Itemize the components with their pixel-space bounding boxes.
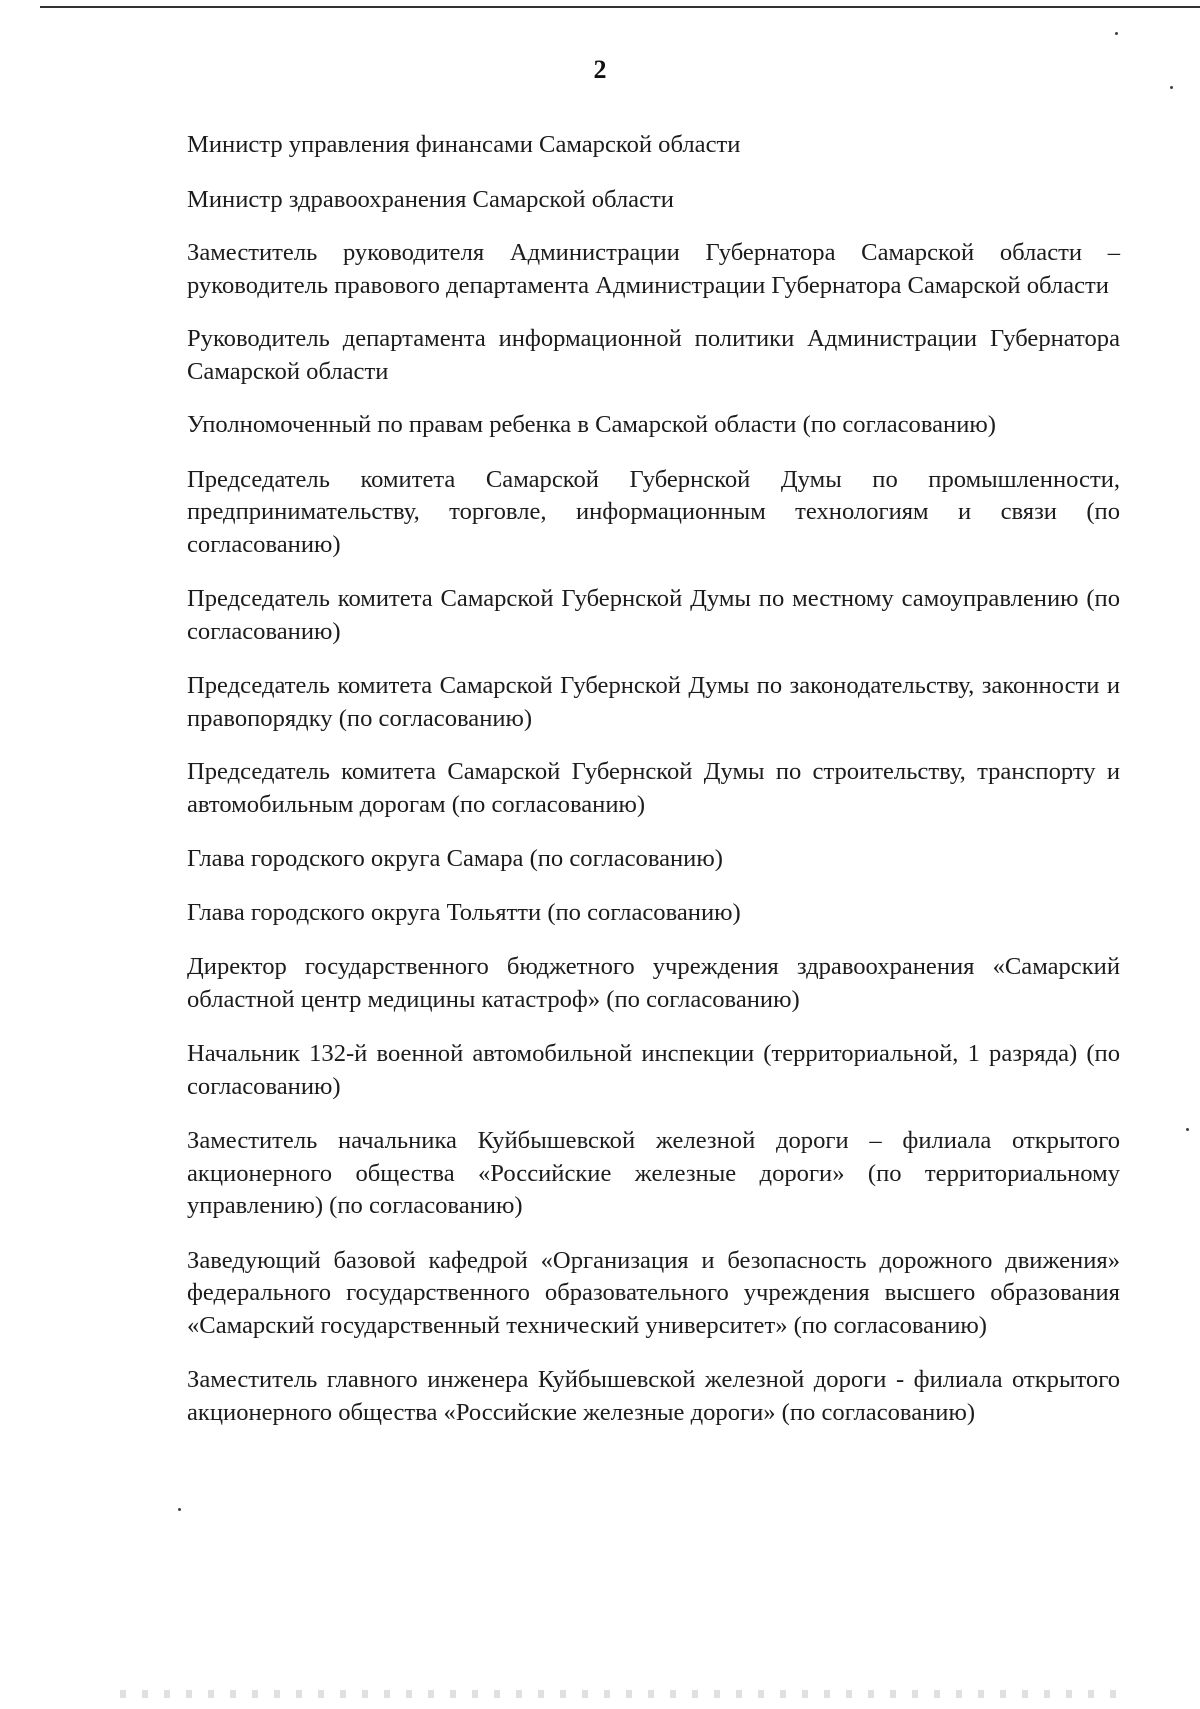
top-edge-rule (40, 6, 1200, 8)
list-item: Председатель комитета Самарской Губернской Думы по строительству, транспорту и автомобильным дорогам (по согласованию) (187, 758, 1120, 818)
list-item: Руководитель департамента информационной политики Администрации Губернатора Самарской области (187, 325, 1120, 385)
list-item: Министр здравоохранения Самарской области (187, 185, 674, 213)
scan-speck (1170, 86, 1173, 89)
list-item: Глава городского округа Тольятти (по согласованию) (187, 898, 741, 926)
list-item: Уполномоченный по правам ребенка в Самарской области (по согласованию) (187, 411, 996, 438)
list-item: Глава городского округа Самара (по согласованию) (187, 845, 723, 872)
member-list (187, 129, 1120, 1429)
list-item: Заместитель руководителя Администрации Губернатора Самарской области – руководитель правового департамента Администрации Губернатора Самарской области (187, 239, 1120, 299)
scan-speck (1115, 32, 1118, 35)
scan-speck (1186, 1128, 1189, 1131)
page-number: 2 (593, 55, 607, 84)
list-item: Директор государственного бюджетного учреждения здравоохранения «Самарский областной центр медицины катастроф» (по согласованию) (187, 953, 1120, 1013)
list-item: Начальник 132-й военной автомобильной инспекции (территориальной, 1 разряда) (по согласованию) (187, 1040, 1120, 1100)
scan-speck (178, 1508, 181, 1511)
list-item: Министр управления финансами Самарской области (187, 131, 741, 158)
list-item: Заместитель начальника Куйбышевской железной дороги – филиала открытого акционерного общества «Российские железные дороги» (по территориальному управлению) (по согласованию) (187, 1127, 1120, 1219)
list-item: Заведующий базовой кафедрой «Организация и безопасность дорожного движения» федерального государственного образовательного учреждения высшего образования «Самарский государственный технический университет» (по согласованию) (187, 1246, 1120, 1339)
list-item: Заместитель главного инженера Куйбышевской железной дороги - филиала открытого акционерного общества «Российские железные дороги» (по согласованию) (187, 1366, 1120, 1426)
list-item: Председатель комитета Самарской Губернской Думы по местному самоуправлению (по согласованию) (187, 585, 1120, 645)
scan-noise (120, 1690, 1120, 1698)
list-item: Председатель комитета Самарской Губернской Думы по законодательству, законности и правопорядку (по согласованию) (187, 672, 1120, 732)
list-item: Председатель комитета Самарской Губернской Думы по промышленности, предпринимательству, торговле, информационным технологиям и связи (по согласованию) (187, 465, 1120, 558)
